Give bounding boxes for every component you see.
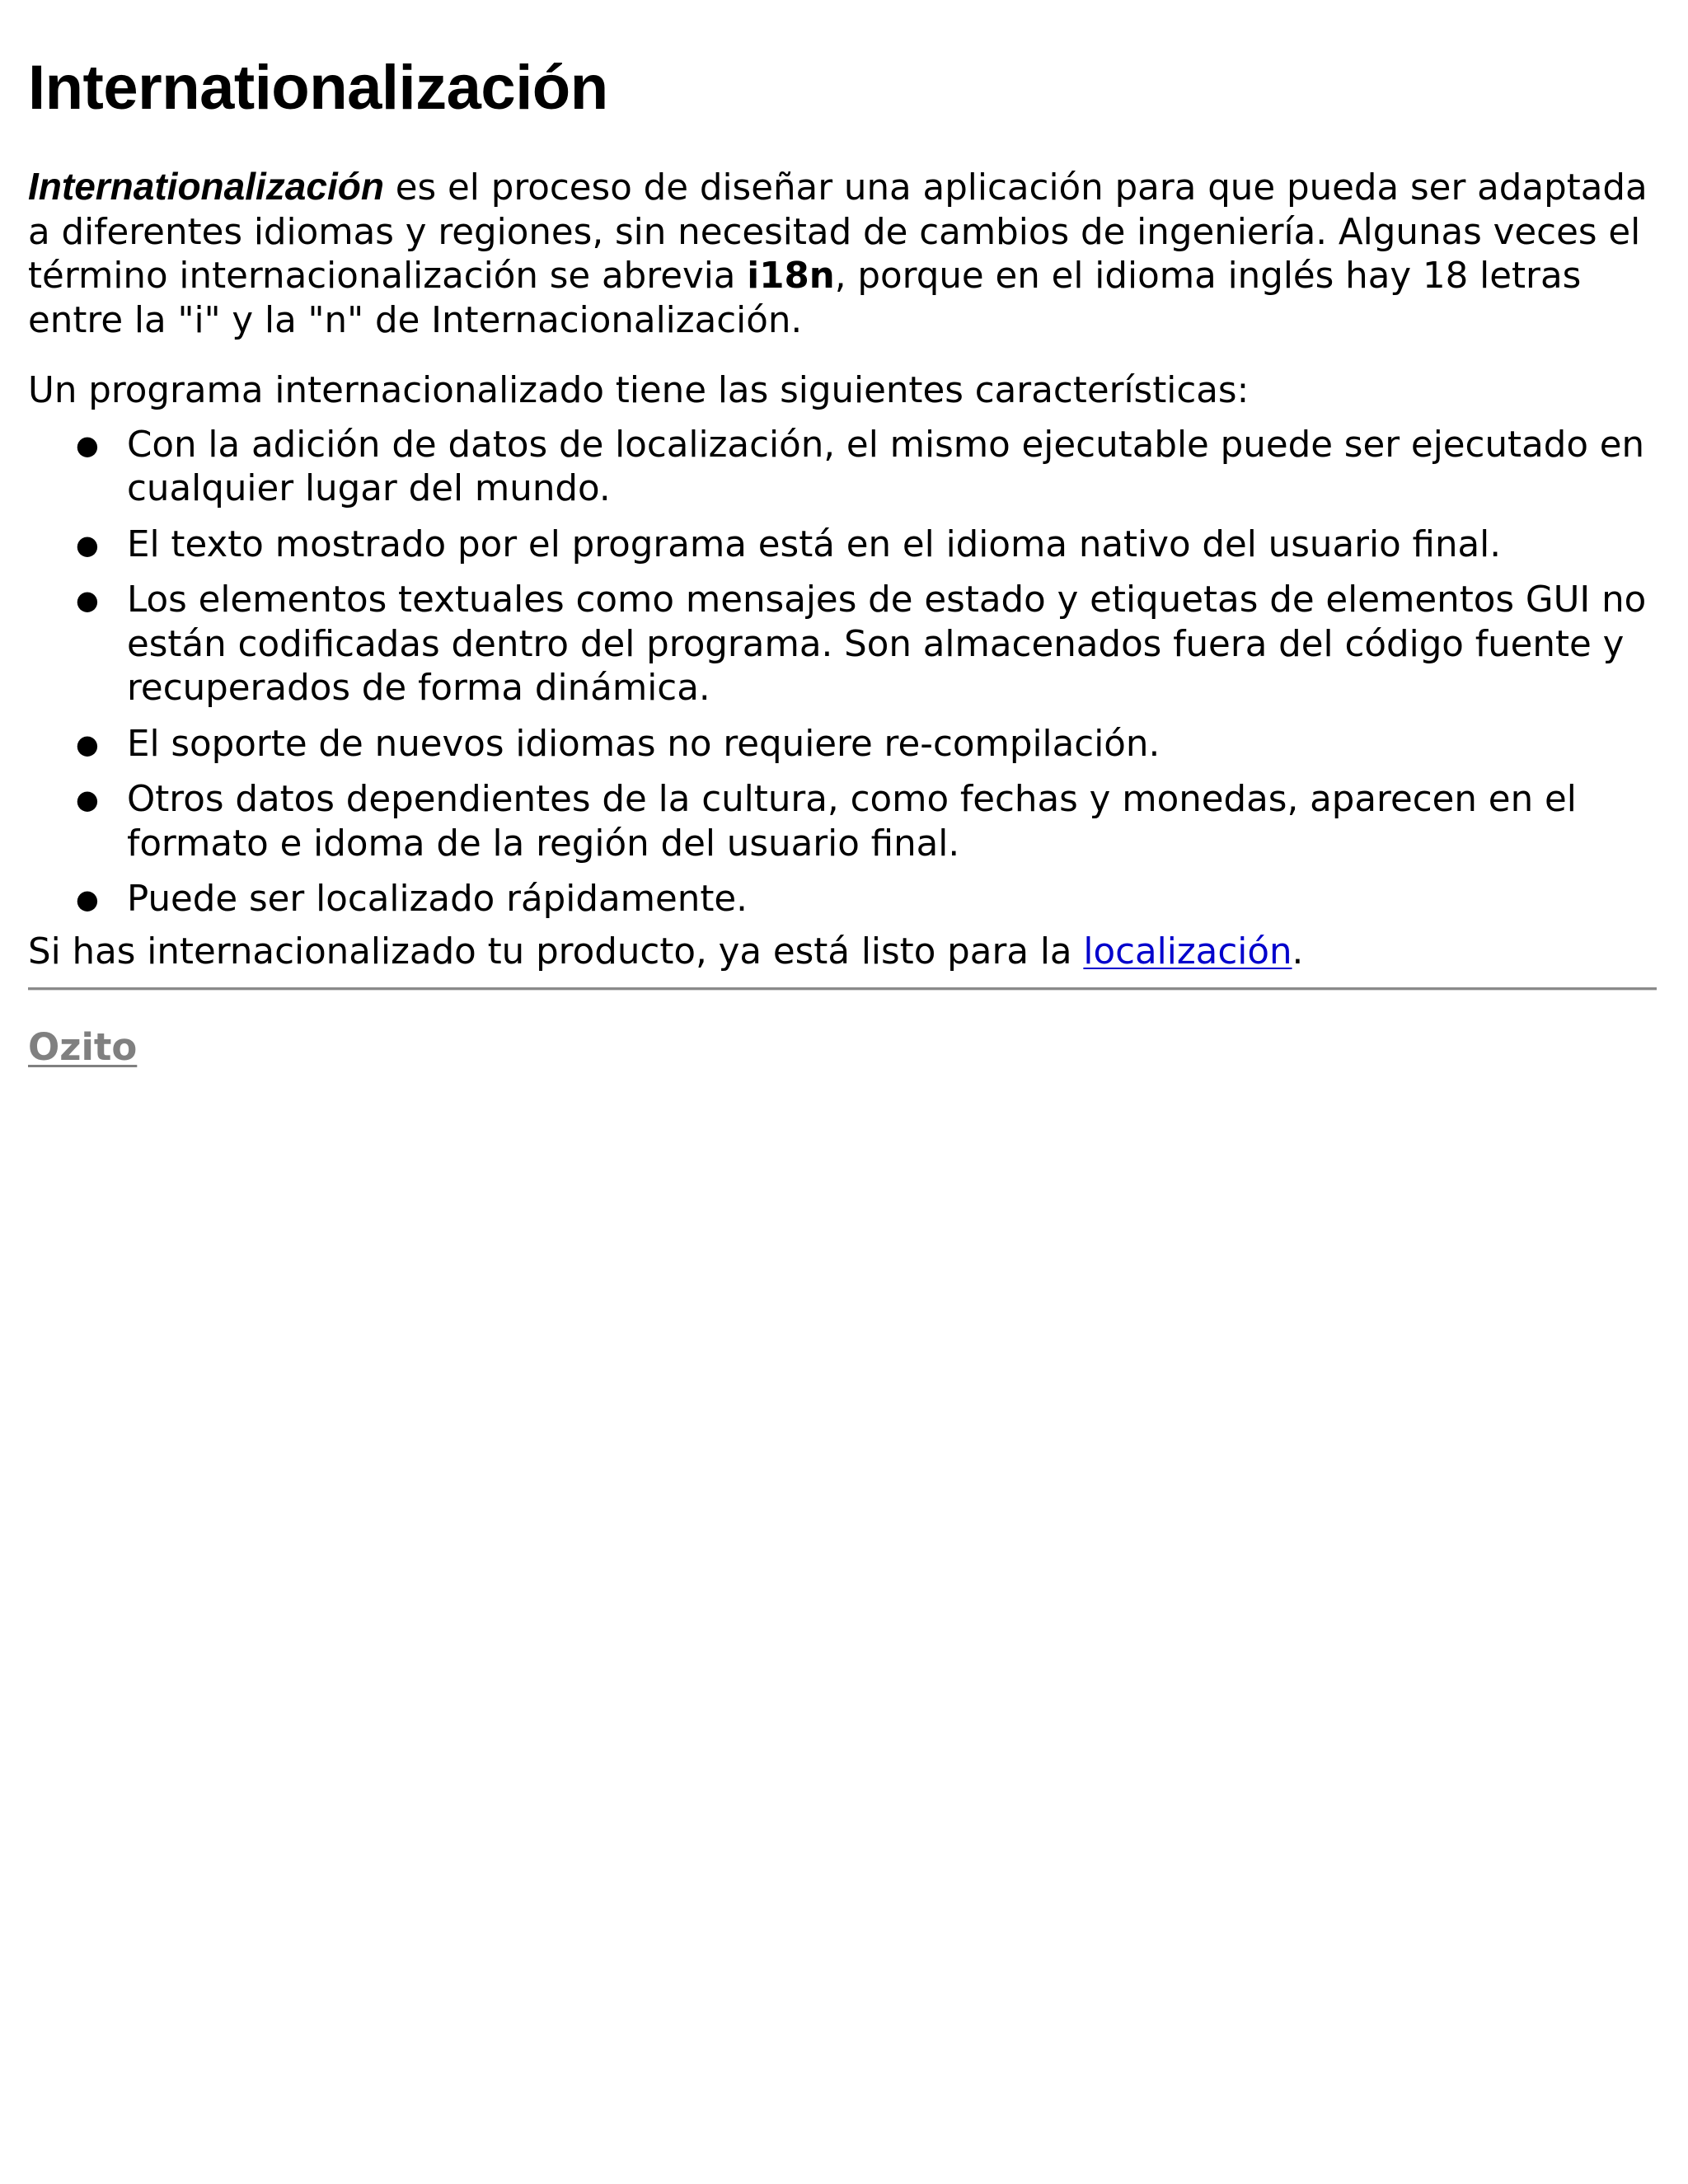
footer-divider — [28, 987, 1657, 991]
feature-text: Puede ser localizado rápidamente. — [127, 879, 748, 920]
list-item — [76, 579, 1660, 711]
feature-text: El soporte de nuevos idiomas no requiere re-compilación. — [127, 723, 1160, 765]
feature-text: Con la adición de datos de localización, el mismo ejecutable puede ser ejecutado en cualquier lugar del mundo. — [127, 424, 1645, 509]
closing-suffix: . — [1292, 930, 1304, 972]
feature-text: Los elementos textuales como mensajes de estado y etiquetas de elementos GUI no están codificadas dentro del programa. Son almacenados fuera del código fuente y recuperados de forma dinámica. — [127, 579, 1647, 709]
bullet-icon: ● — [76, 429, 99, 461]
list-item — [76, 878, 1660, 922]
intro-abbreviation: i18n — [747, 255, 835, 297]
bullet-icon: ● — [76, 728, 99, 760]
intro-term: Internationalización — [28, 165, 384, 208]
features-list — [28, 424, 1660, 922]
intro-paragraph — [28, 165, 1660, 343]
intro-text-1: es el proceso de diseñar una aplicación para que pueda ser adaptada a diferentes idiomas y regiones, sin necesitad de cambios de ingeniería. Algunas veces el término internacionalización se abrevia — [28, 167, 1648, 297]
localization-link[interactable]: localización — [1083, 930, 1292, 972]
intro-text-2: , porque en el idioma inglés hay 18 letras entre la "i" y la "n" de Internacionalización. — [28, 255, 1582, 341]
closing-text: Si has internacionalizado tu producto, ya está listo para la — [28, 930, 1084, 972]
feature-text: Otros datos dependientes de la cultura, como fechas y monedas, aparecen en el formato e idoma de la región del usuario final. — [127, 779, 1577, 865]
bullet-icon: ● — [76, 883, 99, 915]
bullet-icon: ● — [76, 784, 99, 815]
bullet-icon: ● — [76, 528, 99, 560]
bullet-icon: ● — [76, 584, 99, 616]
author-link[interactable]: Ozito — [28, 1025, 138, 1069]
list-item — [76, 424, 1660, 512]
closing-paragraph — [28, 930, 1660, 975]
features-intro: Un programa internacionalizado tiene las siguientes características: — [28, 370, 1250, 411]
list-item — [76, 723, 1660, 767]
page-title: Internationalización — [28, 53, 608, 123]
list-item — [76, 778, 1660, 866]
list-item — [76, 523, 1660, 568]
feature-text: El texto mostrado por el programa está en el idioma nativo del usuario final. — [127, 523, 1502, 565]
document-page — [28, 0, 1660, 1070]
